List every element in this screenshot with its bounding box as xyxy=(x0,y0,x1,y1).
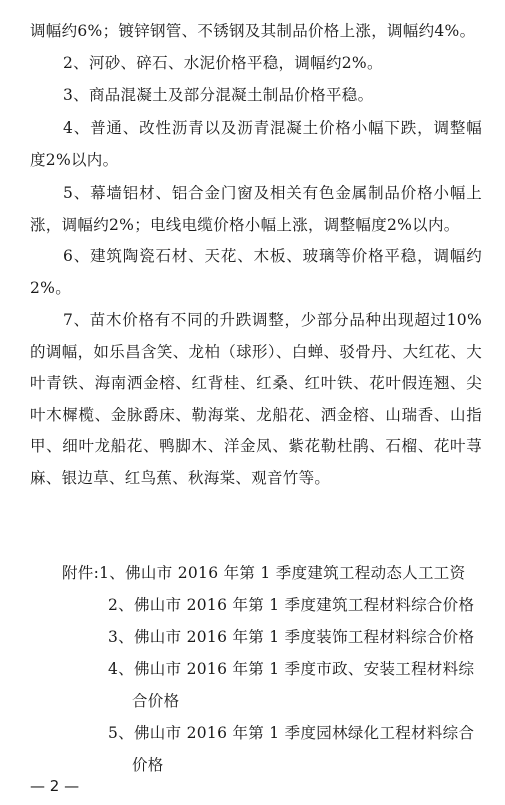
attachment-5-title-continuation: 价格 xyxy=(132,755,164,774)
attachment-1-number: 1、 xyxy=(99,564,126,582)
attachment-3-title: 佛山市 2016 年第 1 季度装饰工程材料综合价格 xyxy=(133,628,475,646)
attachment-5-number: 5、 xyxy=(108,724,134,742)
body-paragraph-item-5: 5、幕墙铝材、铝合金门窗及相关有色金属制品价格小幅上涨，调幅约2%；电线电缆价格小幅上涨，调整幅度2%以内。 xyxy=(30,184,482,234)
attachment-4-number: 4、 xyxy=(108,660,134,678)
body-paragraph-item-3: 3、商品混凝土及部分混凝土制品价格平稳。 xyxy=(63,86,374,104)
attachment-3-number: 3、 xyxy=(108,628,134,646)
attachment-item-5 xyxy=(108,718,488,781)
page-number: — 2 — xyxy=(30,777,80,795)
body-paragraph-item-6: 6、建筑陶瓷石材、天花、木板、玻璃等价格平稳，调幅约2%。 xyxy=(30,247,482,297)
body-paragraph-item-2: 2、河砂、碎石、水泥价格平稳，调幅约2%。 xyxy=(63,54,383,72)
attachment-1-title: 佛山市 2016 年第 1 季度建筑工程动态人工工资 xyxy=(125,564,466,582)
attachments-label: 附件: xyxy=(62,564,100,582)
attachment-5-title: 佛山市 2016 年第 1 季度园林绿化工程材料综合 xyxy=(133,724,475,742)
attachment-2-number: 2、 xyxy=(108,596,134,614)
attachment-2-title: 佛山市 2016 年第 1 季度建筑工程材料综合价格 xyxy=(133,596,475,614)
body-paragraph-item-4: 4、普通、改性沥青以及沥青混凝土价格小幅下跌，调整幅度2%以内。 xyxy=(30,119,482,169)
attachments-heading xyxy=(62,558,465,590)
attachment-item-4 xyxy=(108,654,488,717)
body-paragraph-continuation: 调幅约6%；镀锌钢管、不锈钢及其制品价格上涨，调幅约4%。 xyxy=(30,22,476,40)
attachment-4-title: 佛山市 2016 年第 1 季度市政、安装工程材料综 xyxy=(133,660,475,678)
body-paragraph-item-7: 7、苗木价格有不同的升跌调整，少部分品种出现超过10%的调幅，如乐昌含笑、龙柏（球形）、白蝉、驳骨丹、大红花、大叶青铁、海南洒金榕、红背桂、红桑、红叶铁、花叶假连翘、尖叶木樨榄、金脉爵床、勒海棠、龙船花、洒金榕、山瑞香、山指甲、细叶龙船花、鸭脚木、洋金凤、紫花勒杜鹃、石榴、花叶荨麻、银边草、红鸟蕉、秋海棠、观音竹等。 xyxy=(30,311,482,487)
attachment-4-title-continuation: 合价格 xyxy=(132,691,180,710)
attachment-item-3 xyxy=(108,622,488,654)
attachment-item-2 xyxy=(108,590,488,622)
